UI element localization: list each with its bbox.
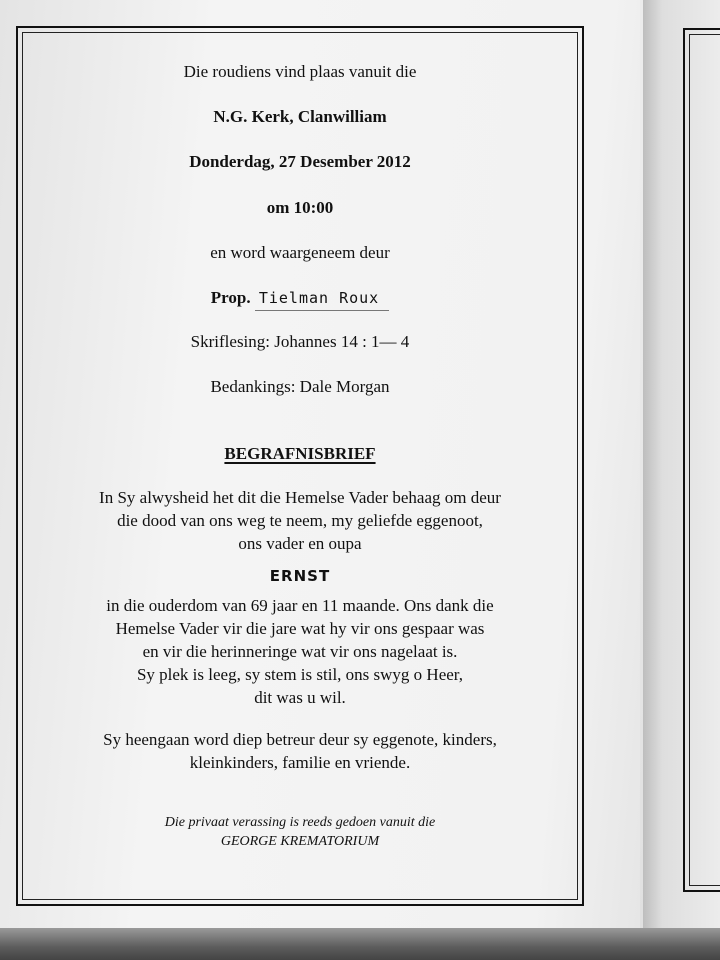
minister-name-handwritten: Tielman Roux <box>255 287 389 311</box>
minister-prefix: Prop. <box>210 288 251 307</box>
paragraph-3-line: kleinkinders, familie en vriende. <box>189 753 411 772</box>
paragraph-1-line: In Sy alwysheid het dit die Hemelse Vader behaag om deur <box>99 488 501 507</box>
footer-note-line: Die privaat verassing is reeds gedoen vanuit die <box>164 815 436 830</box>
right-page-border-inner <box>689 34 720 886</box>
paragraph-2-line: Sy plek is leeg, sy stem is stil, ons swyg o Heer, <box>136 665 464 684</box>
thanks-line: Bedankings: Dale Morgan <box>210 377 390 396</box>
service-date: Donderdag, 27 Desember 2012 <box>189 152 411 171</box>
paragraph-3-line: Sy heengaan word diep betreur deur sy eggenote, kinders, <box>103 730 497 749</box>
paragraph-1-line: die dood van ons weg te neem, my geliefde eggenoot, <box>117 511 483 530</box>
funeral-programme-page <box>24 0 576 900</box>
minister-line <box>24 287 576 311</box>
paragraph-2-line: in die ouderdom van 69 jaar en 11 maande. Ons dank die <box>106 596 494 615</box>
paragraph-1-line: ons vader en oupa <box>238 534 362 553</box>
paragraph-2-line: dit was u wil. <box>254 688 346 707</box>
church-name: N.G. Kerk, Clanwilliam <box>213 107 387 126</box>
paragraph-2-line: Hemelse Vader vir die jare wat hy vir ons gespaar was <box>115 619 485 638</box>
service-intro: Die roudiens vind plaas vanuit die <box>183 62 417 81</box>
footer-note-line: GEORGE KREMATORIUM <box>220 834 380 849</box>
conducted-by-intro: en word waargeneem deur <box>210 243 390 262</box>
background-surface <box>0 928 720 960</box>
scripture-reading: Skriflesing: Johannes 14 : 1— 4 <box>190 332 410 351</box>
paragraph-2-line: en vir die herinneringe wat vir ons nagelaat is. <box>142 642 458 661</box>
deceased-name: ERNST <box>269 567 331 585</box>
service-time: om 10:00 <box>266 198 334 217</box>
letter-heading: BEGRAFNISBRIEF <box>224 444 376 463</box>
